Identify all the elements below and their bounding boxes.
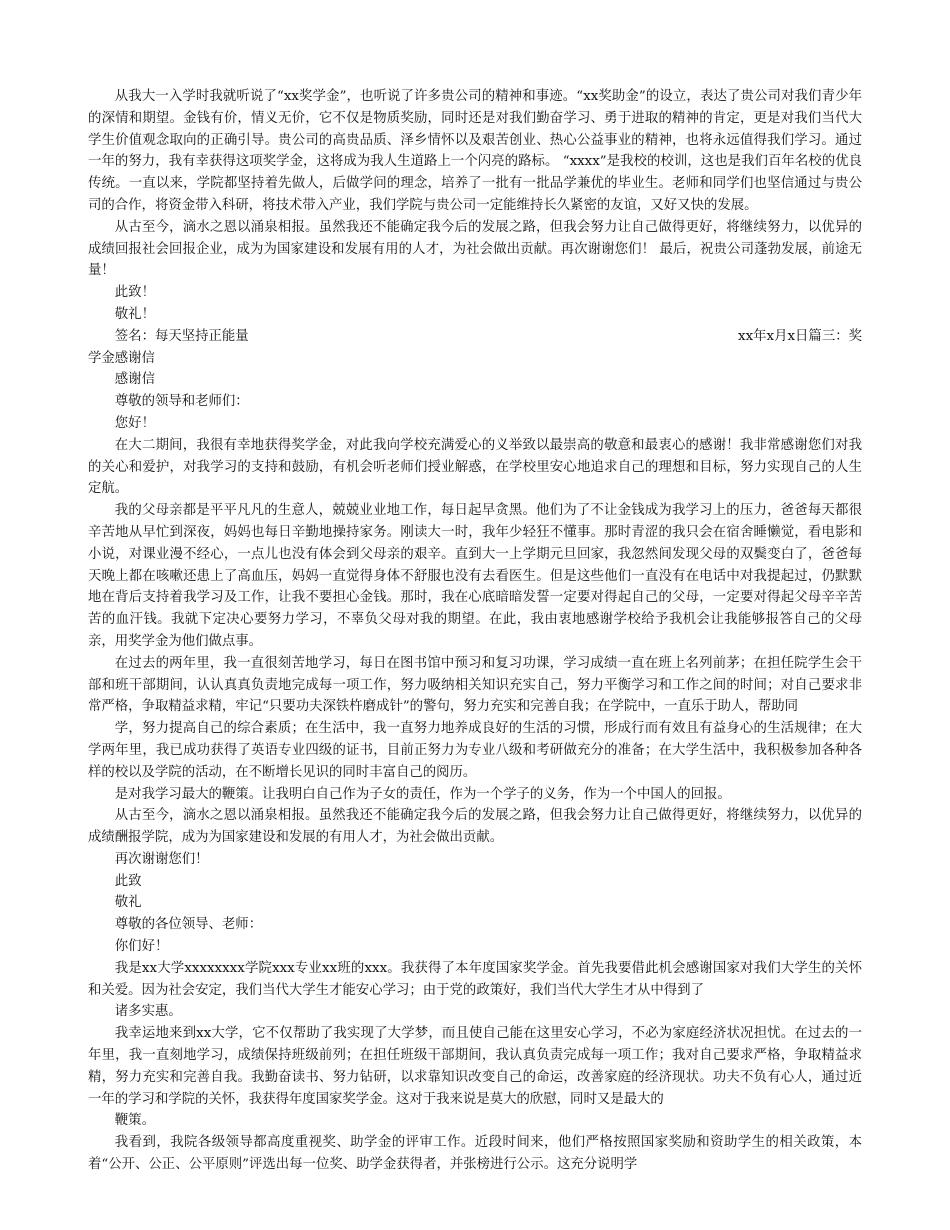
closing-line: 敬礼 — [114, 895, 142, 911]
paragraph: 我幸运地来到xx大学，它不仅帮助了我实现了大学梦，而且使自己能在这里安心学习，不必为家庭经济状况担忧。在过去的一年里，我一直刻地学习，成绩保持班级前列；在担任班级干部期间，我认真负责完成每一项工作；我对自己要求严格，争取精益求精，努力充实和完善自我。我勤奋读书、努力钻研，以求靠知识改变自己的命运，改善家庭的经济现状。功夫不负有心人，通过近一年的学习和学院的关怀，我获得年度国家奖学金。这对于我来说是莫大的欣慰，同时又是最大的 — [88, 1026, 862, 1107]
paragraph: 我是xx大学xxxxxxxx学院xxx专业xx班的xxx。我获得了本年度国家奖学金。首先我要借此机会感谢国家对我们大学生的关怀和关爱。因为社会安定，我们当代大学生才能安心学习；由于党的政策好，我们当代大学生才从中得到了 — [88, 960, 862, 998]
paragraph: 诸多实惠。 — [114, 1004, 182, 1020]
paragraph: 我的父母亲都是平平凡凡的生意人，兢兢业业地工作，每日起早贪黑。他们为了不让金钱成为我学习上的压力，爸爸每天都很辛苦地从早忙到深夜，妈妈也每日辛勤地操持家务。刚读大一时，我年少轻狂不懂事。那时青涩的我只会在宿舍睡懒觉，看电影和小说，对课业漫不经心，一点儿也没有体会到父母亲的艰辛。直到大一上学期元旦回家，我忽然间发现父母的双鬓变白了，爸爸每天晚上都在咳嗽还患上了高血压，妈妈一直觉得身体不舒服也没有去看医生。但是这些他们一直没有在电话中对我提起过，仍默默地在背后支持着我学习及工作，让我不要担心金钱。那时，我在心底暗暗发誓一定要对得起自己的父母，一定要对得起父母辛辛苦苦的血汗钱。我就下定决心要努力学习，不辜负父母对我的期望。在此，我由衷地感谢学校给予我机会让我能够报答自己的父母亲，用奖学金为他们做点事。 — [88, 503, 862, 649]
closing-line: 敬礼！ — [114, 306, 155, 322]
signature-line — [88, 326, 862, 348]
closing-line: 此致 — [114, 873, 142, 889]
signature-name: 签名：每天坚持正能量 — [114, 328, 249, 344]
closing-line: 再次谢谢您们！ — [114, 851, 209, 867]
paragraph: 从古至今，滴水之恩以涌泉相报。虽然我还不能确定我今后的发展之路，但我会努力让自己做得更好，将继续努力，以优异的成绩酬报学院，成为为国家建设和发展的有用人才，为社会做出贡献。 — [88, 808, 862, 846]
signature-date: xx年x月x日篇三：奖 — [738, 328, 862, 344]
greeting: 你们好！ — [114, 939, 169, 955]
letter-title: 感谢信 — [114, 372, 155, 388]
paragraph: 在大二期间，我很有幸地获得奖学金，对此我向学校充满爱心的义举致以最崇高的敬意和最衷心的感谢！我非常感谢您们对我的关心和爱护，对我学习的支持和鼓励，有机会听老师们授业解惑，在学校里安心地追求自己的理想和目标，努力实现自己的人生定航。 — [88, 437, 862, 497]
greeting: 您好！ — [114, 415, 155, 431]
paragraph: 在过去的两年里，我一直很刻苦地学习，每日在图书馆中预习和复习功课，学习成绩一直在班上名列前茅；在担任院学生会干部和班干部期间，认认真真负责地完成每一项工作，努力吸纳相关知识充实自己，努力平衡学习和工作之间的时间；对自己要求非常严格，争取精益求精，牢记“只要功夫深铁杵磨成针”的警句，努力充实和完善自我；在学院中，一直乐于助人，帮助同 — [88, 655, 862, 715]
paragraph: 是对我学习最大的鞭策。让我明白自己作为子女的责任，作为一个学子的义务，作为一个中国人的回报。 — [114, 786, 731, 802]
paragraph: 学，努力提高自己的综合素质；在生活中，我一直努力地养成良好的生活的习惯，形成行而有效且有益身心的生活规律；在大学两年里，我已成功获得了英语专业四级的证书，目前正努力为专业八级和考研做充分的准备；在大学生活中，我积极参加各种各样的校以及学院的活动，在不断增长见识的同时丰富自己的阅历。 — [88, 721, 862, 780]
paragraph: 从古至今，滴水之恩以涌泉相报。虽然我还不能确定我今后的发展之路，但我会努力让自己做得更好，将继续努力，以优异的成绩回报社会回报企业，成为为国家建设和发展有用的人才，为社会做出贡献。再次谢谢您们！ 最后，祝贵公司蓬勃发展，前途无量！ — [88, 219, 862, 279]
paragraph: 从我大一入学时我就听说了“xx奖学金”，也听说了许多贵公司的精神和事迹。“xx奖助金”的设立，表达了贵公司对我们青少年的深情和期望。金钱有价，情义无价，它不仅是物质奖励，同时还是对我们勤奋学习、勇于进取的精神的肯定，更是对我们当代大学生价值观念取向的正确引导。贵公司的高贵品质、泽乡情怀以及艰苦创业、热心公益事业的精神，也将永远值得我们学习。通过一年的努力，我有幸获得这项奖学金，这将成为我人生道路上一个闪亮的路标。 “xxxx”是我校的校训，这也是我们百年名校的优良传统。一直以来，学院都坚持着先做人，后做学问的理念，培养了一批有一批品学兼优的毕业生。老师和同学们也坚信通过与贵公司的合作，将资金带入科研，将技术带入产业，我们学院与贵公司一定能维持长久紧密的友谊，又好又快的发展。 — [88, 89, 862, 213]
paragraph: 我看到，我院各级领导都高度重视奖、助学金的评审工作。近段时间来，他们严格按照国家奖励和资助学生的相关政策，本着“公开、公正、公平原则”评选出每一位奖、助学金获得者，并张榜进行公示。这充分说明学 — [88, 1135, 862, 1173]
closing-line: 此致！ — [114, 285, 155, 301]
salutation: 尊敬的领导和老师们： — [114, 394, 249, 410]
salutation: 尊敬的各位领导、老师： — [114, 917, 263, 933]
document-body — [88, 86, 862, 1176]
section-title-continuation: 学金感谢信 — [88, 350, 155, 366]
paragraph: 鞭策。 — [114, 1113, 155, 1129]
